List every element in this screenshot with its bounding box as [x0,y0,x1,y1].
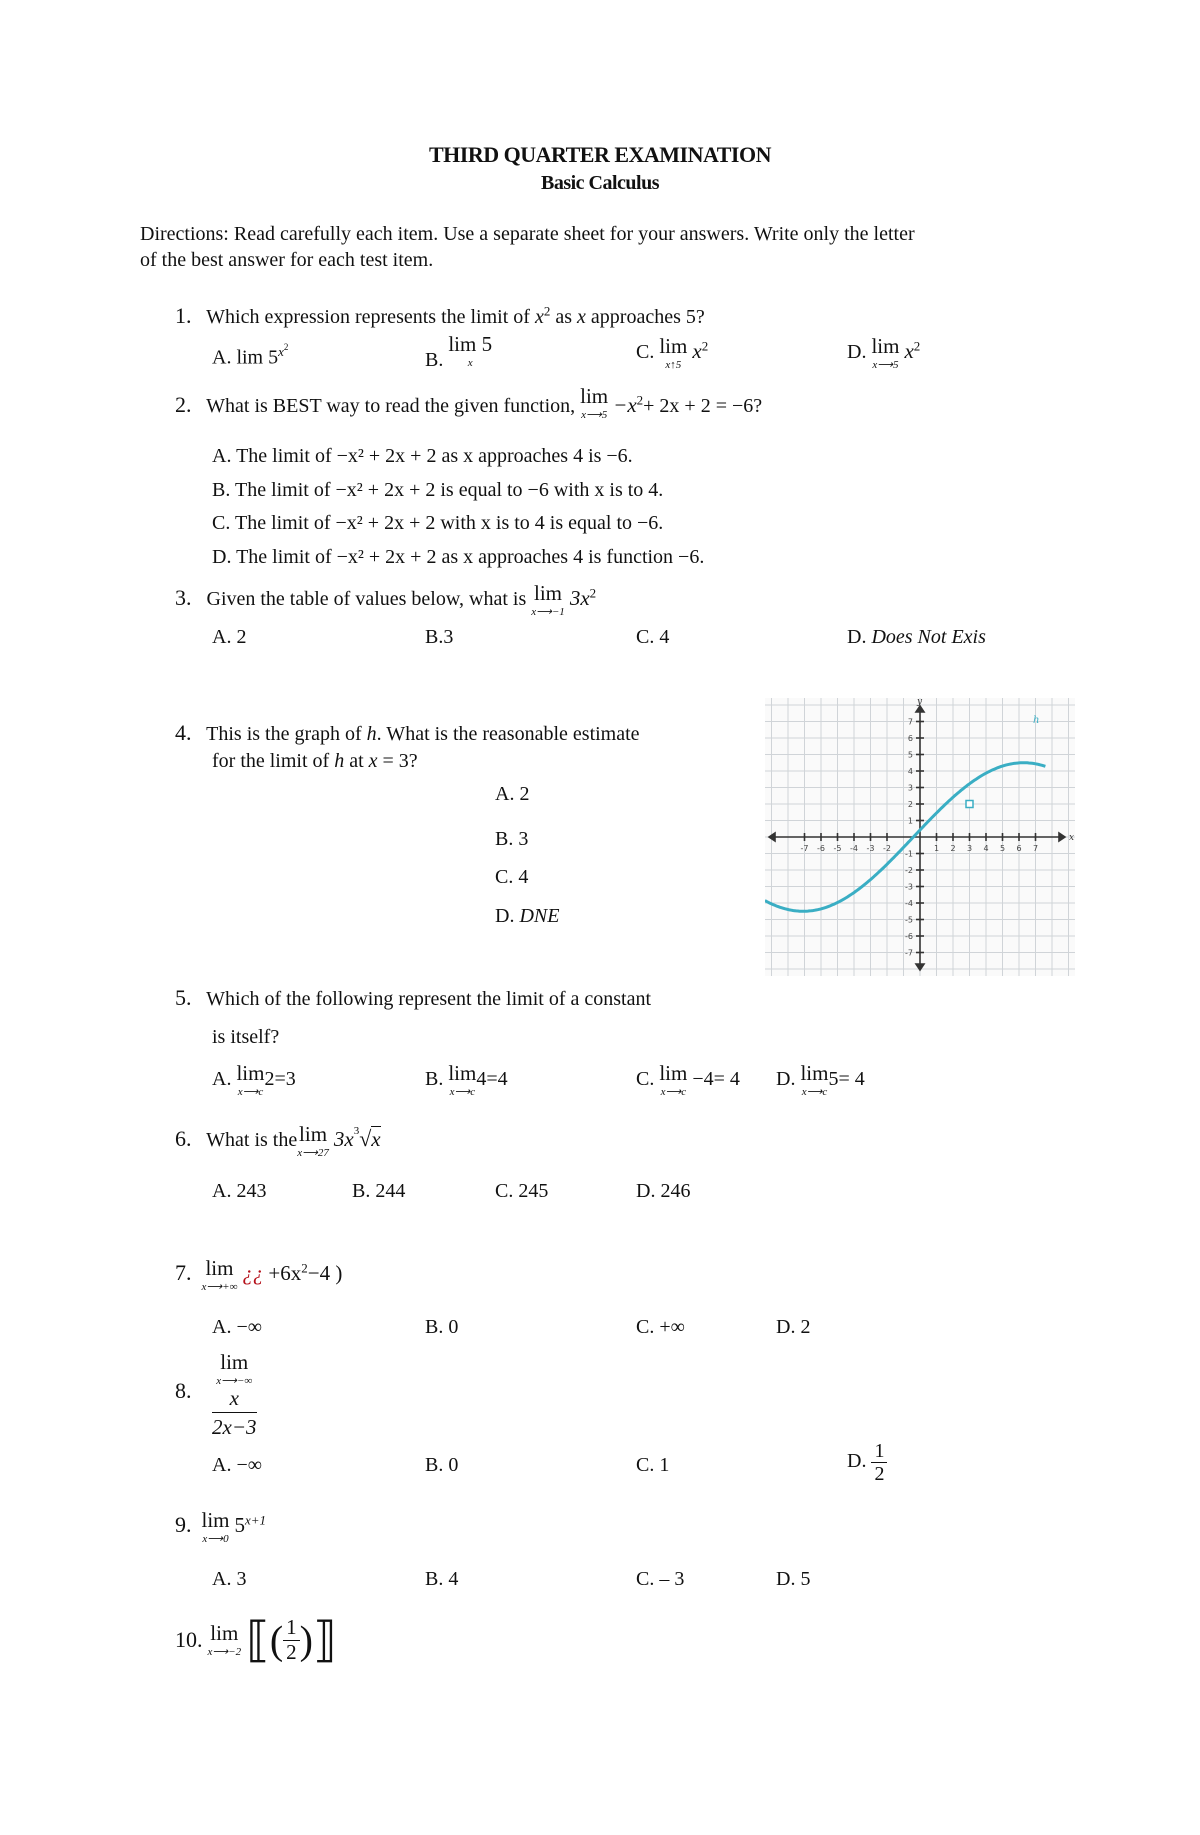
question-number: 2. [175,392,192,417]
question-number: 3. [175,585,192,611]
q9-option-b: B. 4 [425,1568,459,1590]
question-4: 4. This is the graph of h. What is the reasonable estimate [175,720,640,745]
q7-option-b: B. 0 [425,1316,459,1338]
question-number: 9. [175,1512,192,1538]
exam-subtitle: Basic Calculus [540,172,660,194]
question-4-line2: for the limit of h at x = 3? [212,750,418,772]
question-6: 6. What is the lim x⟶27 $3x^3√x$ [175,1122,381,1159]
q6-option-d: D. 246 [636,1180,691,1202]
y-tick-label: 3 [907,783,913,793]
q7-option-d: D. 2 [776,1316,811,1338]
y-tick-label: 1 [907,816,913,826]
q5-option-b: B. lim x⟶c 4=4 [425,1061,508,1098]
q1-option-b: B. lim 5 x [425,332,493,372]
question-number: 7. [175,1260,192,1286]
q5-option-a: A. lim x⟶c 2=3 [212,1061,296,1098]
y-axis-label: y [917,698,923,707]
q5-option-c: C. lim x⟶c −4= 4 [636,1061,740,1098]
curve-label: h [1033,715,1040,726]
q6-option-a: A. 243 [212,1180,267,1202]
question-number: 5. [175,985,192,1010]
q4-option-a: A. 2 [495,783,530,805]
question-number: 10. [175,1627,203,1652]
q1-option-a: A. $\lim 5^{x2}$ [212,342,289,369]
x-tick-label: -7 [800,844,809,853]
x-tick-label: -4 [850,844,858,853]
x-tick-label: 5 [999,844,1006,853]
directions-line2: of the best answer for each test item. [140,249,434,271]
question-5-line2: is itself? [212,1026,280,1048]
q4-option-d: D. DNE [495,905,560,927]
y-tick-label: -6 [905,932,913,941]
x-tick-label: 1 [933,844,940,853]
q3-option-d: D. Does Not Exis [847,626,986,648]
y-tick-label: -5 [905,915,913,925]
y-tick-label: -1 [905,849,913,859]
q9-option-a: A. 3 [212,1568,247,1590]
q8-option-c: C. 1 [636,1454,670,1476]
x-tick-label: 6 [1016,844,1022,853]
y-tick-label: 4 [907,767,913,776]
q7-option-c: C. +∞ [636,1316,685,1338]
q4-option-c: C. 4 [495,866,529,888]
q2-option-d: D. The limit of −x² + 2x + 2 as x approaches 4 is function −6. [212,546,705,568]
directions-line1: Directions: Read carefully each item. Use a separate sheet for your answers. Write only the letter [140,223,915,245]
question-9: 9. lim x⟶0 $5^{x+1}$ [175,1508,267,1545]
y-tick-label: -7 [905,948,913,958]
q3-option-a: A. 2 [212,626,247,648]
y-tick-label: -2 [905,866,913,875]
exam-title: THIRD QUARTER EXAMINATION [428,142,771,167]
q2-option-a: A. The limit of −x² + 2x + 2 as x approaches 4 is −6. [212,445,633,467]
q8-option-a: A. −∞ [212,1454,262,1476]
question-1: 1. Which expression represents the limit of $x^2$ as x approaches 5? [175,303,705,328]
question-number: 1. [175,303,192,328]
x-tick-label: 7 [1032,844,1039,853]
function-graph [765,698,1075,976]
y-tick-label: 7 [907,717,913,727]
q8-option-d: D. $\frac{1}{2}$ [847,1440,887,1485]
y-tick-label: 6 [907,734,913,743]
q9-option-d: D. 5 [776,1568,811,1590]
hole-marker [966,801,973,808]
q6-option-c: C. 245 [495,1180,549,1202]
x-tick-label: 2 [950,844,956,853]
y-tick-label: 5 [907,750,913,760]
q2-option-b: B. The limit of −x² + 2x + 2 is equal to −6 with x is to 4. [212,479,664,501]
q3-option-b: B.3 [425,626,454,648]
question-2: 2. What is BEST way to read the given function, lim x⟶5 $-x^2+ 2x + 2 = -6$? [175,383,763,421]
y-tick-label: 2 [907,800,913,809]
q2-option-c: C. The limit of −x² + 2x + 2 with x is to 4 is equal to −6. [212,512,664,534]
q3-option-c: C. 4 [636,626,670,648]
x-tick-label: -2 [883,844,891,853]
x-axis-label: x [1069,833,1075,843]
question-8-number: 8. [175,1378,192,1403]
q6-option-b: B. 244 [352,1180,406,1202]
question-number: 6. [175,1126,192,1152]
x-tick-label: -3 [866,844,875,853]
q1-option-d: D. lim x⟶5 $x^2$ [847,334,921,371]
y-tick-label: -3 [905,882,913,892]
x-tick-label: 3 [966,844,973,853]
question-number: 4. [175,720,192,745]
q4-option-b: B. 3 [495,828,529,850]
q7-option-a: A. −∞ [212,1316,262,1338]
x-tick-label: 4 [983,844,989,853]
question-10: 10. lim x⟶−2 ⟦( $\frac{1}{2}$ )⟧ [175,1614,337,1667]
q9-option-c: C. – 3 [636,1568,685,1590]
x-tick-label: -6 [817,844,825,853]
x-tick-label: -5 [833,844,842,853]
question-7: 7. lim x⟶+∞ ¿¿ $+6x^2-4$ ) [175,1256,343,1293]
q5-option-d: D. lim x⟶c 5= 4 [776,1061,865,1098]
question-5: 5. Which of the following represent the limit of a constant [175,985,652,1010]
q8-option-b: B. 0 [425,1454,459,1476]
question-8: lim x⟶−∞ x 2x−3 [212,1350,257,1440]
question-3: 3. Given the table of values below, what is lim x⟶−1 $3x^2$ [175,581,597,618]
y-tick-label: -4 [905,899,913,908]
q1-option-c: C. lim x↑5 $x^2$ [636,334,709,371]
